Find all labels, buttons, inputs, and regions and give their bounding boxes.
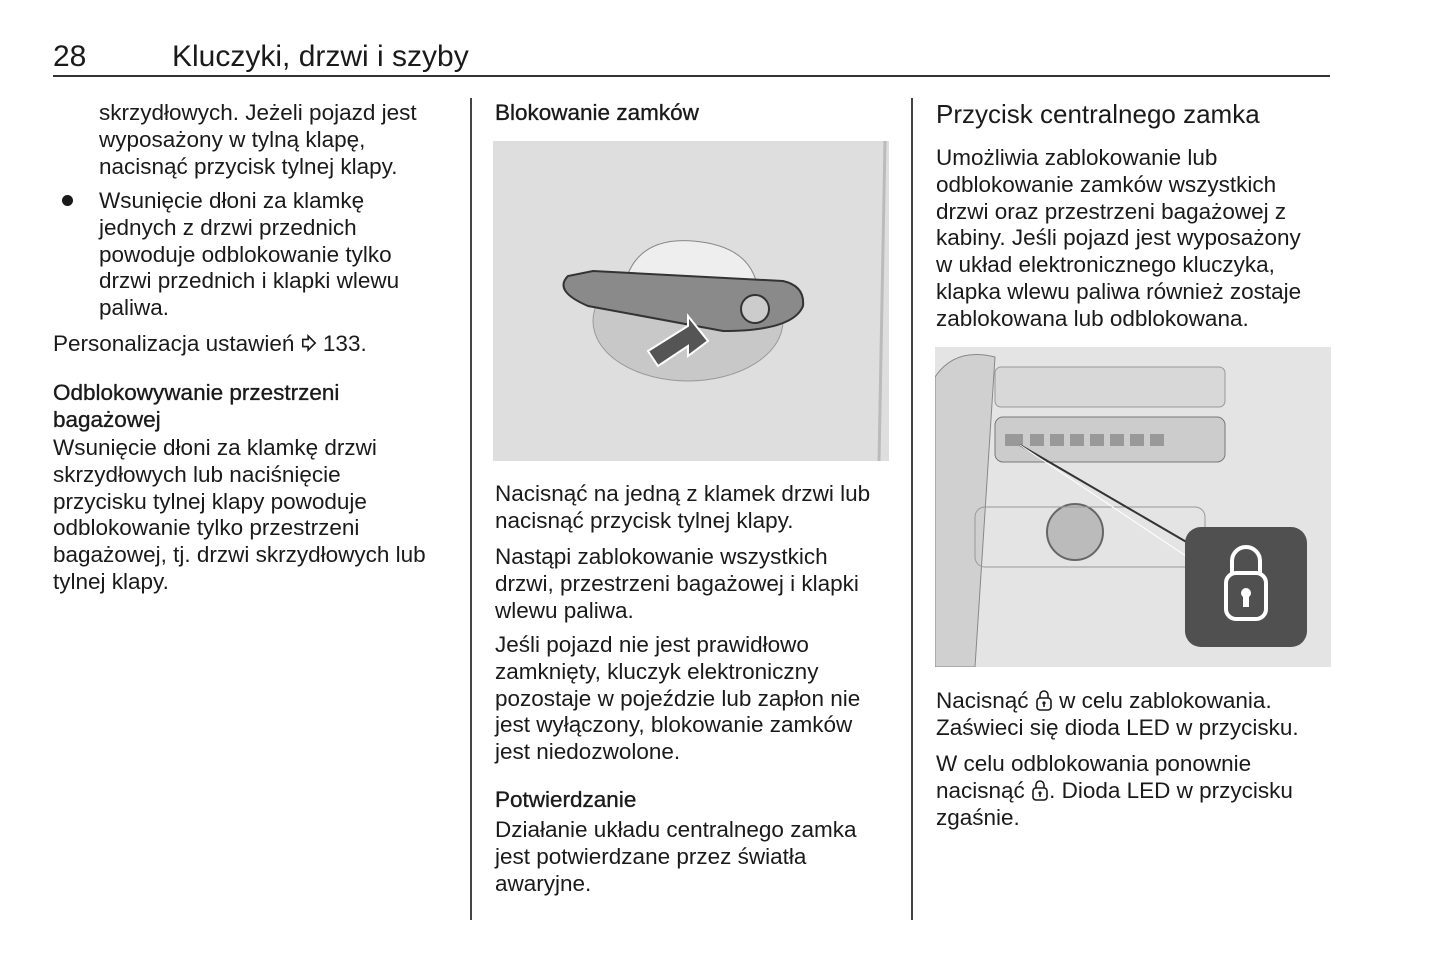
header-rule	[53, 75, 1330, 77]
personalization-ref	[53, 331, 367, 358]
text: nacisnąć	[936, 777, 1025, 803]
paragraph: Nacisnąć na jedną z klamek drzwi lub nacisnąć przycisk tylnej klapy.	[495, 481, 871, 533]
paragraph: Umożliwia zablokowanie lub odblokowanie zamków wszystkich drzwi oraz przestrzeni bagażowej z kabiny. Jeśli pojazd jest wyposażony w układ elektronicznego kluczyka, klapka wlewu paliwa również zostaje zablokowana lub odblokowana.	[936, 145, 1302, 331]
dashboard-lock-button-illustration	[935, 347, 1331, 667]
section-heading: Odblokowywanie przestrzeni bagażowej	[53, 380, 340, 432]
continued-list-text: skrzydłowych. Jeżeli pojazd jest wyposażony w tylną klapę, nacisnąć przycisk tylnej klapy.	[99, 100, 417, 179]
section-heading: Blokowanie zamków	[495, 100, 699, 125]
page-ref-link[interactable]: 133.	[322, 331, 367, 356]
column-divider	[470, 98, 472, 920]
lock-icon	[1031, 779, 1049, 801]
text: w celu zablokowania.	[1059, 688, 1272, 713]
section-heading: Potwierdzanie	[495, 787, 637, 812]
text: W celu odblokowania ponownie	[936, 751, 1252, 776]
page-number: 28	[53, 40, 87, 73]
paragraph	[936, 688, 1299, 742]
section-paragraph: Wsunięcie dłoni za klamkę drzwi skrzydłowych lub naciśnięcie przycisku tylnej klapy powoduje odblokowanie tylko przestrzeni bagażowej, tj. drzwi skrzydłowych lub tylnej klapy.	[53, 435, 426, 594]
paragraph: Nastąpi zablokowanie wszystkich drzwi, przestrzeni bagażowej i klapki wlewu paliwa.	[495, 544, 859, 623]
paragraph	[936, 751, 1293, 831]
column-divider	[911, 98, 913, 920]
section-heading: Przycisk centralnego zamka	[936, 99, 1260, 129]
text: Nacisnąć	[936, 688, 1029, 713]
text: zgaśnie.	[936, 804, 1020, 830]
paragraph: Jeśli pojazd nie jest prawidłowo zamknięty, kluczyk elektroniczny pozostaje w pojeździe lub zapłon nie jest wyłączony, blokowanie zamków jest niedozwolone.	[495, 632, 861, 765]
page-title: Kluczyki, drzwi i szyby	[172, 40, 469, 73]
bullet-text: Wsunięcie dłoni za klamkę jednych z drzwi przednich powoduje odblokowanie tylko drzwi przednich i klapki wlewu paliwa.	[99, 188, 400, 321]
text: Zaświeci się dioda LED w przycisku.	[936, 714, 1299, 740]
lock-icon	[1035, 689, 1053, 711]
bullet-icon	[62, 195, 73, 206]
text: . Dioda LED w przycisku	[1049, 777, 1293, 803]
door-handle-illustration	[493, 141, 889, 461]
personalization-label: Personalizacja ustawień	[53, 331, 295, 356]
paragraph: Działanie układu centralnego zamka jest potwierdzane przez światła awaryjne.	[495, 817, 857, 896]
page-ref-arrow-icon	[301, 332, 317, 354]
